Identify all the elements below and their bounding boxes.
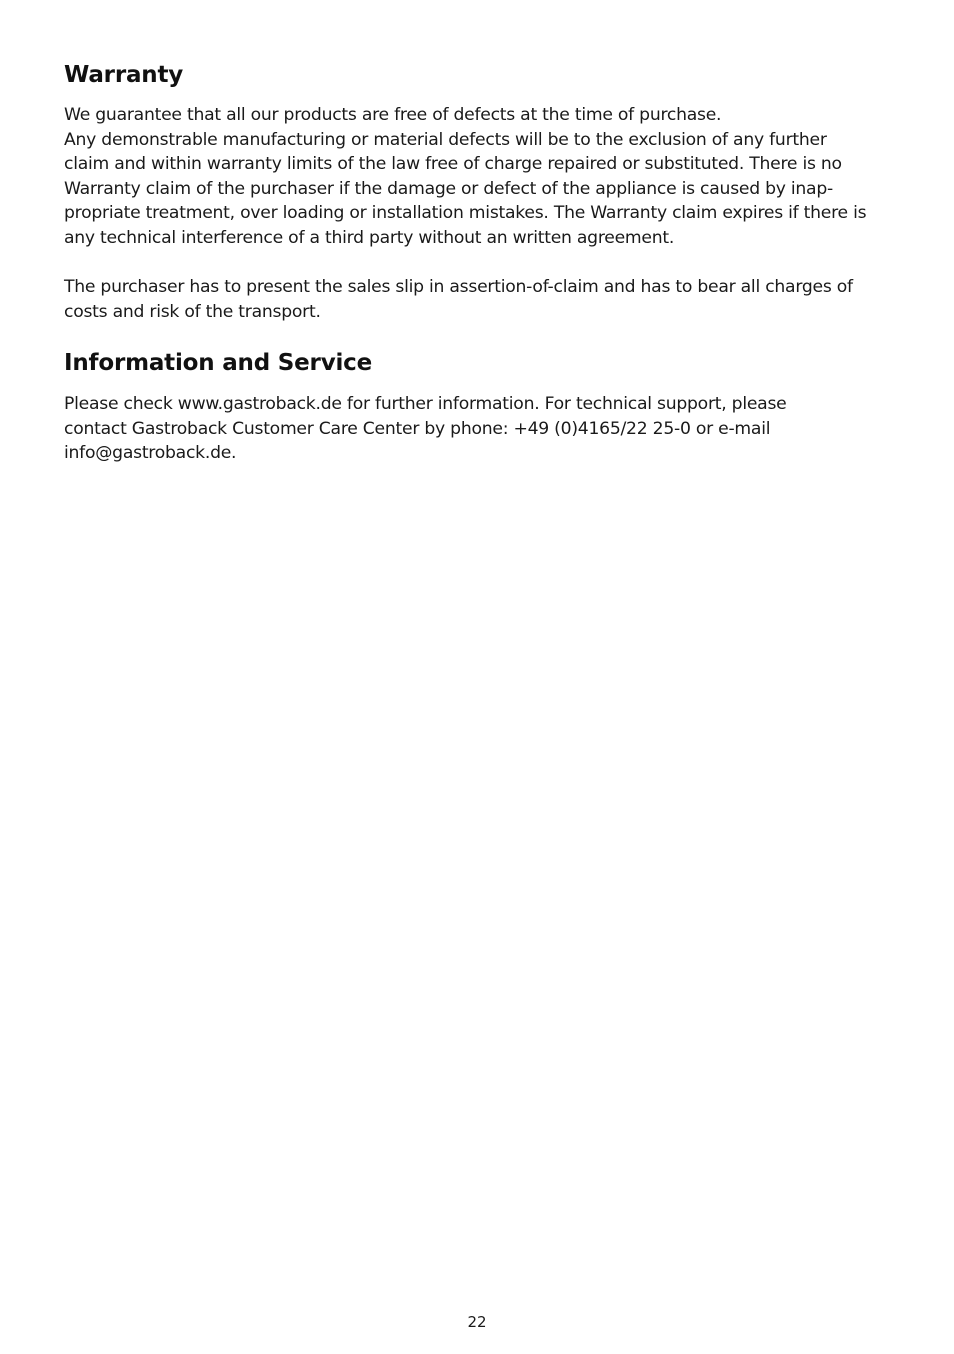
text-line: any technical interference of a third party without an written agreement. [64, 227, 675, 248]
text-line: costs and risk of the transport. [64, 301, 321, 322]
information-service-paragraph [64, 392, 894, 466]
text-line: info@gastroback.de. [64, 443, 237, 464]
page-number: 22 [467, 1313, 487, 1331]
sales-slip-paragraph [64, 275, 894, 324]
text-line: The purchaser has to present the sales slip in assertion-of-claim and has to bear all charges of [64, 277, 853, 297]
text-line: propriate treatment, over loading or installation mistakes. The Warranty claim expires if there is [64, 203, 867, 224]
text-line: contact Gastroback Customer Care Center by phone: +49 (0)4165/22 25-0 or e-mail [64, 418, 771, 439]
information-service-heading: Information and Service [64, 350, 373, 376]
text-line: claim and within warranty limits of the law free of charge repaired or substituted. There is no [64, 154, 842, 175]
text-line: Any demonstrable manufacturing or material defects will be to the exclusion of any further [64, 129, 827, 150]
warranty-paragraph [64, 103, 894, 251]
text-line: Please check www.gastroback.de for further information. For technical support, please [64, 394, 787, 414]
text-line: We guarantee that all our products are free of defects at the time of purchase. [64, 105, 722, 125]
text-line: Warranty claim of the purchaser if the damage or defect of the appliance is caused by inap- [64, 178, 833, 199]
warranty-heading: Warranty [64, 62, 184, 88]
